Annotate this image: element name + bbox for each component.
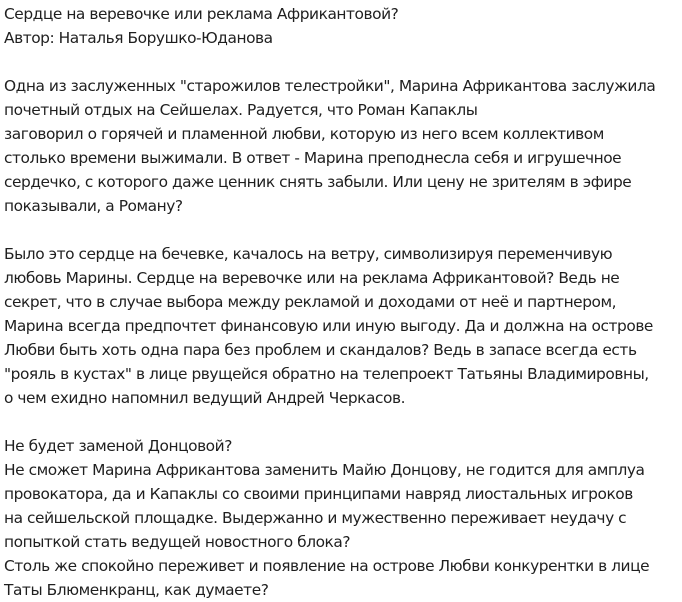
- paragraph-3: [4, 434, 680, 602]
- paragraph-line: Столь же спокойно переживет и появление на острове Любви конкурентки в лице: [4, 557, 650, 575]
- paragraph-gap: [4, 218, 680, 242]
- paragraph-line: Марина всегда предпочтет финансовую или иную выгоду. Да и должна на острове: [4, 317, 653, 335]
- paragraph-line: почетный отдых на Сейшелах. Радуется, что Роман Капаклы: [4, 101, 478, 119]
- paragraph-1: [4, 74, 680, 218]
- paragraph-line: провокатора, да и Капаклы со своими принципами навряд лиостальных игроков: [4, 485, 633, 503]
- paragraph-2: [4, 242, 680, 410]
- paragraph-line: о чем ехидно напомнил ведущий Андрей Черкасов.: [4, 389, 406, 407]
- paragraph-line: попыткой стать ведущей новостного блока?: [4, 533, 351, 551]
- paragraph-line: Таты Блюменкранц, как думаете?: [4, 581, 269, 599]
- article-author: Автор: Наталья Борушко-Юданова: [4, 29, 273, 47]
- paragraph-line: Одна из заслуженных "старожилов телестройки", Марина Африкантова заслужила: [4, 77, 656, 95]
- paragraph-line: заговорил о горячей и пламенной любви, которую из него всем коллективом: [4, 125, 604, 143]
- paragraph-line: Любви быть хоть одна пара без проблем и скандалов? Ведь в запасе всегда есть: [4, 341, 637, 359]
- paragraph-gap: [4, 50, 680, 74]
- article: [4, 2, 680, 602]
- paragraph-line: Не сможет Марина Африкантова заменить Майю Донцову, не годится для амплуа: [4, 461, 645, 479]
- paragraph-line: сердечко, с которого даже ценник снять забыли. Или цену не зрителям в эфире: [4, 173, 632, 191]
- paragraph-line: любовь Марины. Сердце на веревочке или на реклама Африкантовой? Ведь не: [4, 269, 620, 287]
- paragraph-gap: [4, 410, 680, 434]
- paragraph-line: Было это сердце на бечевке, качалось на ветру, символизируя переменчивую: [4, 245, 613, 263]
- paragraph-line: секрет, что в случае выбора между рекламой и доходами от неё и партнером,: [4, 293, 617, 311]
- section-heading: Не будет заменой Донцовой?: [4, 437, 232, 455]
- paragraph-line: "рояль в кустах" в лице рвущейся обратно на телепроект Татьяны Владимировны,: [4, 365, 649, 383]
- article-title: Сердце на веревочке или реклама Африкантовой?: [4, 5, 399, 23]
- paragraph-line: столько времени выжимали. В ответ - Марина преподнесла себя и игрушечное: [4, 149, 622, 167]
- paragraph-line: на сейшельской площадке. Выдержанно и мужественно переживает неудачу с: [4, 509, 627, 527]
- paragraph-line: показывали, а Роману?: [4, 197, 183, 215]
